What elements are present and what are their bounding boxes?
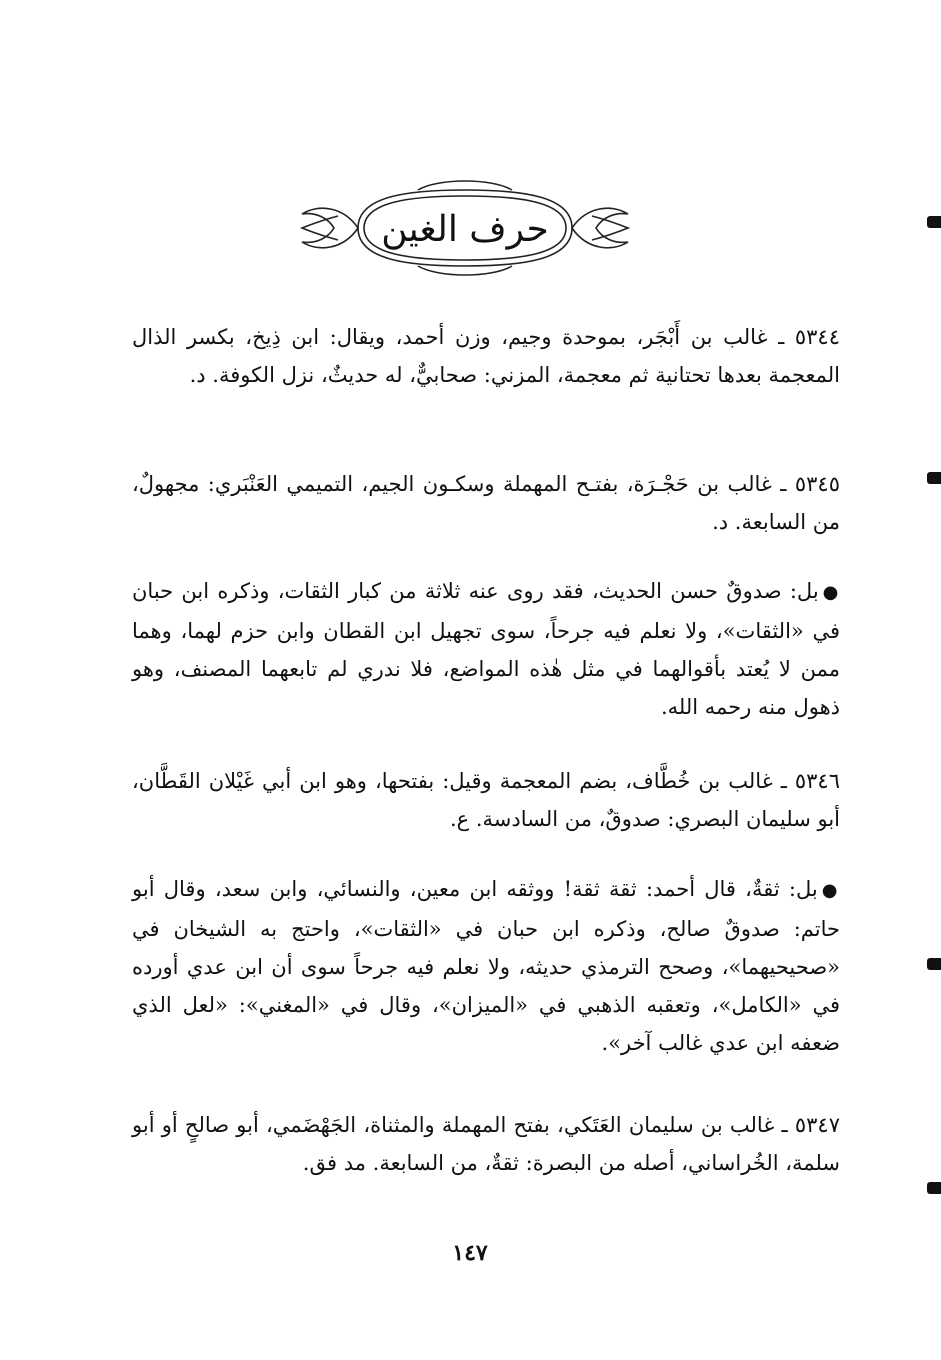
entry-5347: ٥٣٤٧ ـ غالب بن سليمان العَتَكي، بفتح المهملة والمثناة، الجَهْضَمي، أبو صالحٍ أو أبو سلمة، الخُراساني، أصله من البصرة: ثقةٌ، من السابعة. مد فق.: [132, 1113, 840, 1175]
bullet-icon: [818, 877, 840, 901]
entry-5345: ٥٣٤٥ ـ غالب بن حَجْـرَة، بفتـح المهملة وسكـون الجيم، التميمي العَنْبَري: مجهولٌ، من السابعة. د.: [132, 472, 840, 534]
entry-5346: ٥٣٤٦ ـ غالب بن خُطَّاف، بضم المعجمة وقيل: بفتحها، وهو ابن أبي غَيْلان القَطَّان، أبو سليمان البصري: صدوقٌ، من السادسة. ع.: [132, 769, 840, 831]
bullet-icon: [819, 579, 840, 603]
entry-5344: ٥٣٤٤ ـ غالب بن أَبْجَر، بموحدة وجيم، وزن أحمد، ويقال: ابن ذِيخ، بكسر الذال المعجمة بعدها تحتانية ثم معجمة، المزني: صحابيٌّ، له حديثٌ، نزل الكوفة. د.: [132, 325, 840, 387]
edge-mark-icon: [927, 1182, 941, 1194]
commentary-text: بل: ثقةٌ، قال أحمد: ثقة ثقة! ووثقه ابن معين، والنسائي، وابن سعد، وقال أبو حاتم: صدوقٌ صالح، وذكره ابن حبان في «الثقات»، واحتج به الشيخان في «صحيحيهما»، وصحح الترمذي حديثه، ولا نعلم فيه جرحاً سوى أن ابن عدي أورده في «الكامل»، وتعقبه الذهبي في «الميزان»، وقال في «المغني»: «لعل الذي ضعفه ابن عدي غالب آخر».: [132, 877, 840, 1055]
page-number: ١٤٧: [452, 1240, 488, 1266]
edge-mark-icon: [927, 216, 941, 228]
chapter-title: حرف الغين: [381, 209, 549, 250]
commentary-5346: [132, 870, 840, 1062]
edge-mark-icon: [927, 472, 941, 484]
commentary-5345: [132, 572, 840, 726]
commentary-text: بل: صدوقٌ حسن الحديث، فقد روى عنه ثلاثة من كبار الثقات، وذكره ابن حبان في «الثقات»، ولا نعلم فيه جرحاً، سوى تجهيل ابن القطان وابن حزم لهما، وهما ممن لا يُعتد بأقوالهما في مثل هٰذه المواضع، فلا ندري لم تابعهما المصنف، وهو ذهول منه رحمه الله.: [132, 579, 840, 719]
edge-mark-icon: [927, 958, 941, 970]
